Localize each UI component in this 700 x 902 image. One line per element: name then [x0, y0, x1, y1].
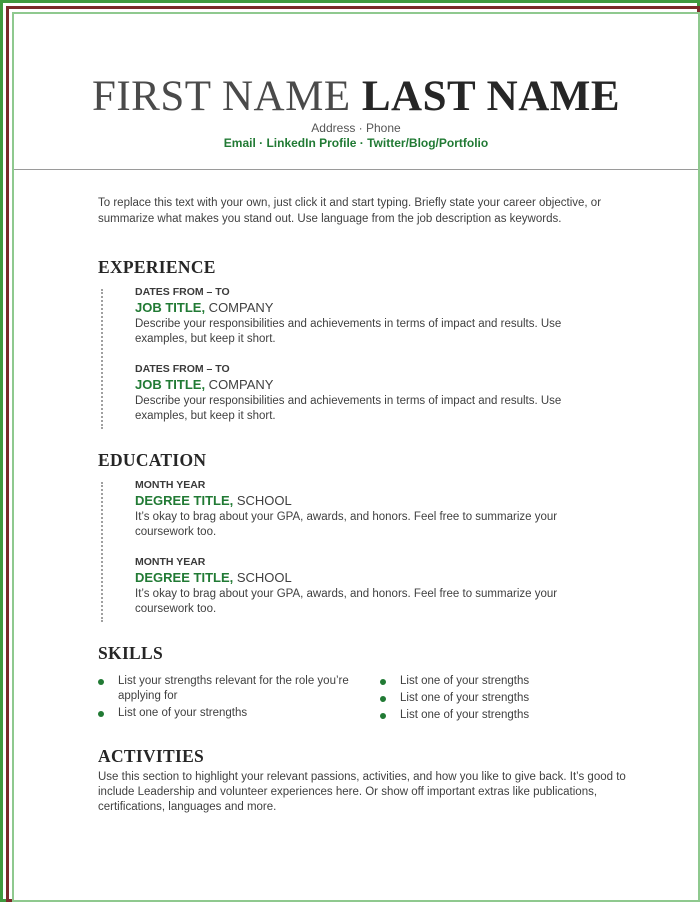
skill-text[interactable]: List one of your strengths: [400, 675, 530, 687]
skill-item[interactable]: [98, 674, 358, 704]
skill-text[interactable]: List your strengths relevant for the role you’re applying for: [118, 675, 349, 702]
experience-entry[interactable]: [135, 362, 615, 424]
education-entry[interactable]: [135, 478, 615, 540]
skills-heading[interactable]: SKILLS: [98, 643, 164, 663]
experience-description[interactable]: Describe your responsibilities and achievements in terms of impact and results. Use examples, but keep it short.: [135, 395, 562, 422]
job-title[interactable]: JOB TITLE,: [135, 377, 206, 392]
activities-text[interactable]: Use this section to highlight your relevant passions, activities, and how you like to give back. It’s good to include Leadership and volunteer experiences here. Or show off important extras like publications, certifications, languages and more.: [98, 771, 626, 813]
experience-title-line[interactable]: [135, 299, 615, 317]
education-entry[interactable]: [135, 555, 615, 617]
job-title[interactable]: JOB TITLE,: [135, 300, 206, 315]
page-frame-inner: [6, 6, 700, 902]
school[interactable]: SCHOOL: [233, 493, 292, 508]
education-title-line[interactable]: [135, 569, 615, 587]
education-title-line[interactable]: [135, 492, 615, 510]
contact-links[interactable]: Email · LinkedIn Profile · Twitter/Blog/Portfolio: [223, 136, 489, 150]
first-name[interactable]: FIRST NAME: [91, 73, 351, 120]
degree-title[interactable]: DEGREE TITLE,: [135, 570, 234, 585]
experience-timeline: [101, 289, 103, 429]
education-timeline: [101, 482, 103, 622]
header-divider: [14, 169, 698, 170]
objective-text[interactable]: To replace this text with your own, just click it and start typing. Briefly state your career objective, or summarize what makes you stand out. Use language from the job description as keywords.: [98, 197, 602, 225]
skill-item[interactable]: [380, 708, 620, 723]
resume-page: [12, 12, 700, 902]
bullet-icon: [380, 679, 386, 685]
company[interactable]: COMPANY: [205, 377, 274, 392]
company[interactable]: COMPANY: [205, 300, 274, 315]
school[interactable]: SCHOOL: [233, 570, 292, 585]
bullet-icon: [98, 679, 104, 685]
experience-description[interactable]: Describe your responsibilities and achievements in terms of impact and results. Use examples, but keep it short.: [135, 318, 562, 345]
experience-heading[interactable]: EXPERIENCE: [98, 257, 216, 277]
education-dates[interactable]: MONTH YEAR: [135, 556, 206, 568]
last-name[interactable]: LAST NAME: [361, 73, 621, 120]
skill-item[interactable]: [380, 674, 620, 689]
education-heading[interactable]: EDUCATION: [98, 450, 207, 470]
activities-heading[interactable]: ACTIVITIES: [98, 746, 205, 766]
bullet-icon: [98, 711, 104, 717]
address-phone[interactable]: Address · Phone: [311, 121, 401, 135]
experience-entry[interactable]: [135, 285, 615, 347]
skill-item[interactable]: [98, 706, 358, 721]
skill-text[interactable]: List one of your strengths: [400, 709, 530, 721]
skills-right-list: [380, 674, 620, 725]
degree-title[interactable]: DEGREE TITLE,: [135, 493, 234, 508]
skills-left-list: [98, 674, 358, 723]
experience-title-line[interactable]: [135, 376, 615, 394]
education-description[interactable]: It’s okay to brag about your GPA, awards, and honors. Feel free to summarize your coursework too.: [135, 588, 558, 615]
bullet-icon: [380, 696, 386, 702]
skill-text[interactable]: List one of your strengths: [118, 707, 248, 719]
skill-item[interactable]: [380, 691, 620, 706]
experience-dates[interactable]: DATES FROM – TO: [135, 363, 230, 375]
name-heading[interactable]: [14, 72, 698, 121]
skill-text[interactable]: List one of your strengths: [400, 692, 530, 704]
experience-dates[interactable]: DATES FROM – TO: [135, 286, 230, 298]
education-description[interactable]: It’s okay to brag about your GPA, awards, and honors. Feel free to summarize your coursework too.: [135, 511, 558, 538]
bullet-icon: [380, 713, 386, 719]
education-dates[interactable]: MONTH YEAR: [135, 479, 206, 491]
